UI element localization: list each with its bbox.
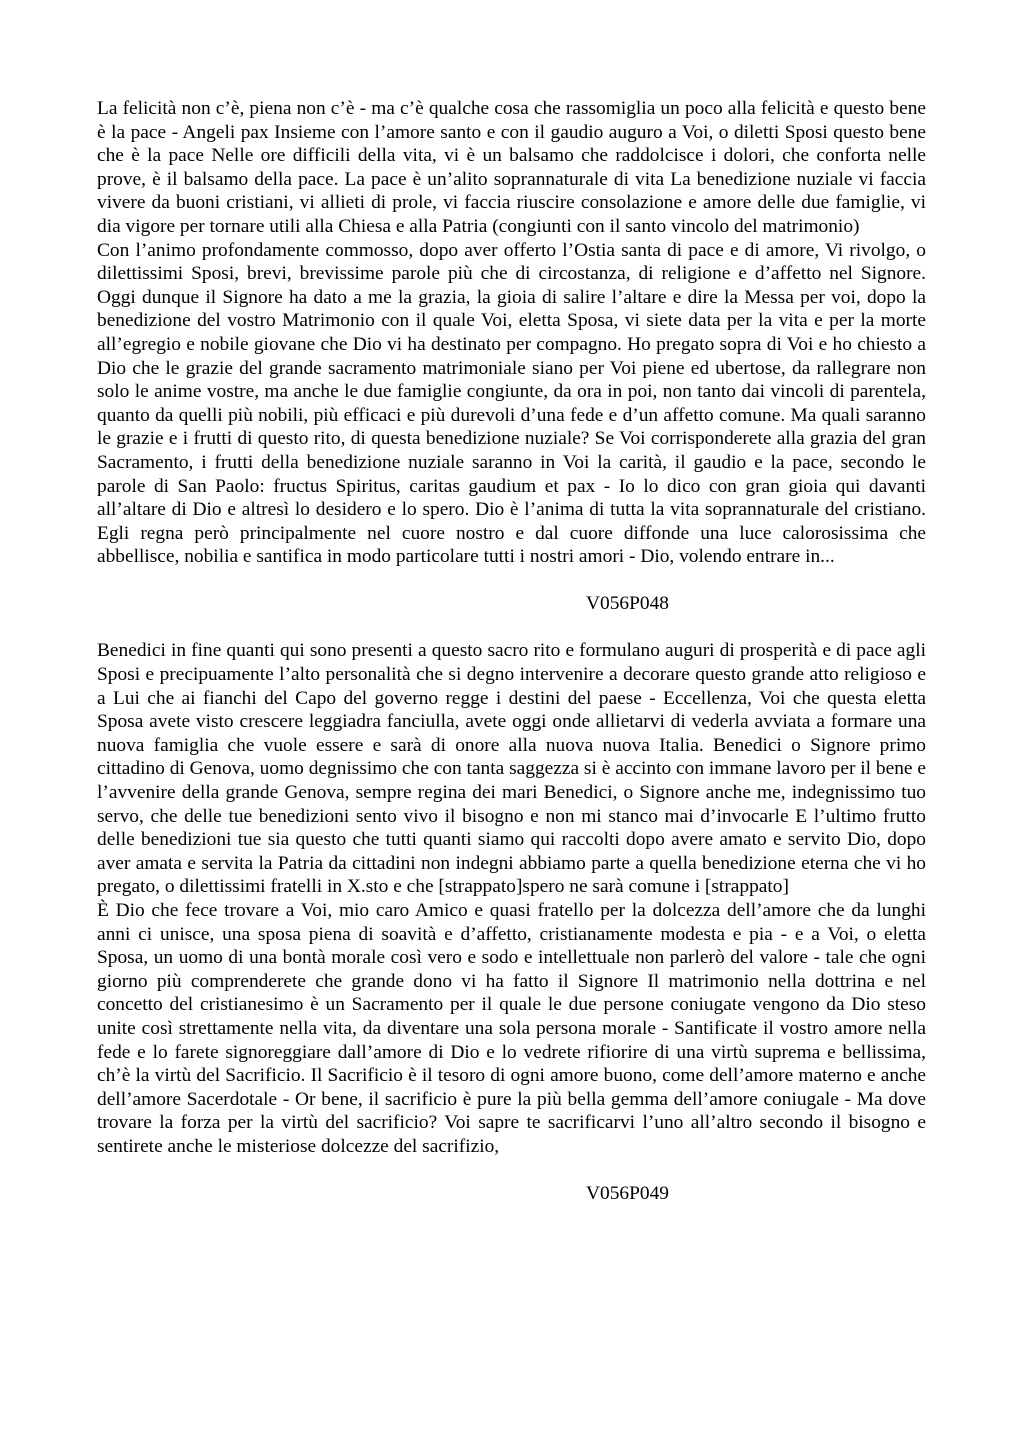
document-page — [97, 97, 926, 1205]
paragraph-2: Con l’animo profondamente commosso, dopo aver offerto l’Ostia santa di pace e di amore, Vi rivolgo, o dilettissimi Sposi, brevi, brevissime parole più che di circostanza, di religione e d’affetto nel Signore. Oggi dunque il Signore ha dato a me la grazia, la gioia di salire l’altare e dire la Messa per voi, dopo la benedizione del vostro Matrimonio con il quale Voi, eletta Sposa, vi siete data per la vita e per la morte all’egregio e nobile giovane che Dio vi ha destinato per compagno. Ho pregato sopra di Voi e ho chiesto a Dio che le grazie del grande sacramento matrimoniale siano per Voi piene ed ubertose, da rallegrare non solo le anime vostre, ma anche le due famiglie congiunte, da ora in poi, non tanto dai vincoli di parentela, quanto da quelli più nobili, più efficaci e più durevoli d’una fede e d’un affetto comune. Ma quali saranno le grazie e i frutti di questo rito, di questa benedizione nuziale? Se Voi corrisponderete alla grazia del gran Sacramento, i frutti della benedizione nuziale saranno in Voi la carità, il gaudio e la pace, secondo le parole di San Paolo: fructus Spiritus, caritas gaudium et pax - Io lo dico con gran gioia qui davanti all’altare di Dio e altresì lo desidero e lo spero. Dio è l’anima di tutta la vita soprannaturale del cristiano. Egli regna però principalmente nel cuore nostro e dal cuore diffonde una luce calorosissima che abbellisce, nobilia e santifica in modo particolare tutti i nostri amori - Dio, volendo entrare in... — [97, 239, 926, 568]
paragraph-4: È Dio che fece trovare a Voi, mio caro Amico e quasi fratello per la dolcezza dell’amore che da lunghi anni ci unisce, una sposa piena di soavità e d’affetto, cristianamente modesta e pia - e a Voi, o eletta Sposa, un uomo di una bontà morale così vero e sodo e intellettuale non parlerò del valore - tale che ogni giorno più comprenderete che grande dono vi ha fatto il Signore Il matrimonio nella dottrina e nel concetto del cristianesimo è un Sacramento per il quale le due persone coniugate vengono da Dio steso unite così strettamente nella vita, da diventare una sola persona morale - Santificate il vostro amore nella fede e lo farete signoreggiare dall’amore di Dio e lo vedrete rifiorire di una virtù suprema e bellissima, ch’è la virtù del Sacrificio. Il Sacrificio è il tesoro di ogni amore buono, come dell’amore materno e anche dell’amore Sacerdotale - Or bene, il sacrificio è pure la più bella gemma dell’amore coniugale - Ma dove trovare la forza per la virtù del sacrificio? Voi sapre te sacrificarvi l’uno all’altro secondo il bisogno e sentirete anche le misteriose dolcezze del sacrifizio, — [97, 900, 926, 1157]
page-code-2: V056P049 — [586, 1182, 669, 1204]
paragraph-3: Benedici in fine quanti qui sono presenti a questo sacro rito e formulano auguri di prosperità e di pace agli Sposi e precipuamente l’alto personalità che si degno intervenire a decorare questo grande atto religioso e a Lui che ai fianchi del Capo del governo regge i destini del paese - Eccellenza, Voi che questa eletta Sposa avete visto crescere leggiadra fanciulla, avete oggi onde allietarvi di vederla avviata a formare una nuova famiglia che vuole essere e sarà di onore alla nuova nuova Italia. Benedici o Signore primo cittadino di Genova, uomo degnissimo che con tanta saggezza si è accinto con immane lavoro per il bene e l’avvenire della grande Genova, sempre regina dei mari Benedici, o Signore anche me, indegnissimo tuo servo, che delle tue benedizioni sento vivo il bisogno e non mi stanco mai d’invocarle E l’ultimo frutto delle benedizioni tue sia questo che tutti quanti siamo qui raccolti dopo avere amato e servito Dio, dopo aver amata e servita la Patria da cittadini non indegni abbiamo parte a quella benedizione eterna che vi ho pregato, o dilettissimi fratelli in X.sto e che [strappato]spero ne sarà comune i [strappato] — [97, 640, 926, 898]
spacer — [97, 615, 926, 639]
paragraph-1: La felicità non c’è, piena non c’è - ma c’è qualche cosa che rassomiglia un poco alla felicità e questo bene è la pace - Angeli pax Insieme con l’amore santo e con il gaudio auguro a Voi, o diletti Sposi questo bene che è la pace Nelle ore difficili della vita, vi è un balsamo che raddolcisce i dolori, che conforta nelle prove, è il balsamo della pace. La pace è un’alito soprannaturale di vita La benedizione nuziale vi faccia vivere da buoni cristiani, vi allieti di prole, vi faccia riuscire consolazione e amore delle due famiglie, vi dia vigore per tornare utili alla Chiesa e alla Patria (congiunti con il santo vincolo del matrimonio) — [97, 98, 926, 237]
page-code-1: V056P048 — [586, 592, 669, 614]
spacer — [97, 569, 926, 592]
spacer — [97, 1159, 926, 1182]
